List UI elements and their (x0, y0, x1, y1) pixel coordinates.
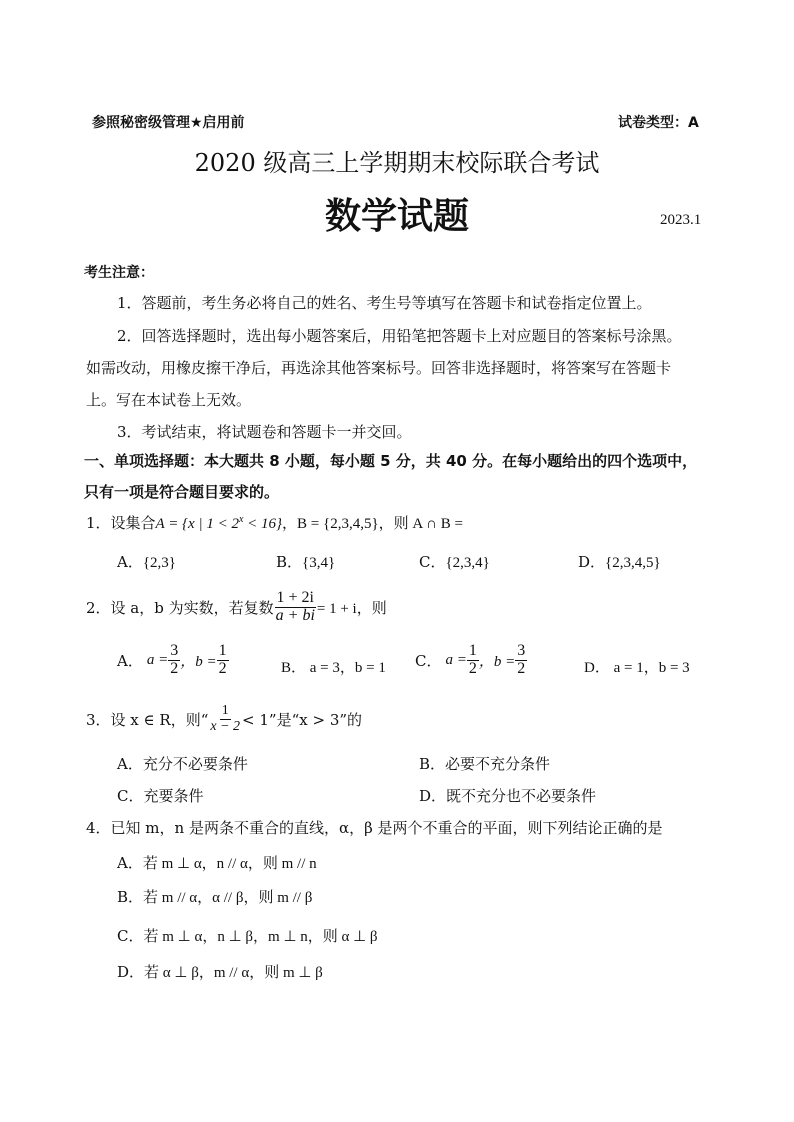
option-text: {2,3,4} (445, 555, 490, 571)
question-4-stem: 4．已知 m，n 是两条不重合的直线，α，β 是两个不重合的平面，则下列结论正确的是 (86, 819, 663, 837)
fraction-numerator: 1 (468, 642, 477, 659)
option-label: C． (117, 787, 144, 805)
question-2-prefix: 2．设 a，b 为实数，若复数 (86, 598, 274, 617)
option-text: 若 α ⊥ β，m // α，则 m ⊥ β (144, 965, 323, 981)
q4-option-b[interactable] (117, 886, 312, 907)
notice-item-1: 1．答题前，考生务必将自己的姓名、考生号等填写在答题卡和试卷指定位置上。 (117, 294, 652, 312)
option-label: D． (419, 787, 447, 805)
option-text: {2,3} (142, 555, 176, 571)
question-1-stem (86, 512, 463, 533)
option-text: 若 m // α，α // β，则 m // β (143, 890, 313, 906)
option-label: A． (117, 755, 143, 773)
q3-option-a[interactable] (117, 753, 248, 774)
option-text: 必要不充分条件 (445, 755, 551, 773)
complex-fraction (274, 590, 317, 625)
q2-option-d[interactable]: D． a = 1，b = 3 (584, 660, 690, 676)
question-2-stem (86, 590, 387, 625)
option-label: A． (117, 553, 143, 571)
set-b-expression: ，B = {2,3,4,5}，则 A ∩ B = (282, 516, 463, 532)
set-a-end: < 16} (243, 516, 283, 532)
fraction-numerator: 1 + 2i (276, 589, 314, 606)
q2-option-c[interactable] (415, 643, 527, 678)
question-2-suffix: = 1 + i，则 (316, 600, 387, 617)
q2-option-b[interactable]: B． a = 3，b = 1 (281, 660, 386, 676)
option-text: 充分不必要条件 (142, 755, 248, 773)
option-text: {2,3,4,5} (605, 555, 661, 571)
fraction-denominator: 2 (468, 659, 477, 677)
section-heading-line-1: 一、单项选择题：本大题共 8 小题，每小题 5 分，共 40 分。在每小题给出的四个选项中， (84, 452, 698, 470)
fraction-denominator: a + bi (275, 606, 315, 624)
q3-option-b[interactable] (419, 753, 550, 774)
option-label: A． (117, 651, 143, 670)
q3-option-c[interactable] (117, 785, 204, 806)
fraction-denominator: 2 (218, 659, 227, 677)
fraction-denominator: 2 (170, 659, 179, 677)
option-text: {3,4} (302, 555, 336, 571)
q4-option-c[interactable] (117, 925, 378, 946)
fraction-denominator: 2 (517, 659, 526, 677)
q1-option-d[interactable] (578, 551, 661, 572)
subject-title: 数学试题 (324, 196, 469, 237)
notice-item-3: 3．考试结束，将试题卷和答题卡一并交回。 (117, 423, 412, 441)
question-3-suffix: < 1”是“x > 3”的 (242, 710, 363, 729)
fraction (208, 704, 242, 734)
option-text: 若 m ⊥ α，n ⊥ β，m ⊥ n，则 α ⊥ β (143, 929, 378, 945)
notice-title: 考生注意： (84, 265, 154, 281)
option-label: D． (578, 553, 606, 571)
exam-title: 2020 级高三上学期期末校际联合考试 (194, 149, 600, 177)
fraction (515, 643, 527, 678)
section-heading-line-2: 只有一项是符合题目要求的。 (84, 483, 280, 501)
option-label: B． (117, 888, 144, 906)
option-label: C． (117, 927, 144, 945)
fraction (467, 643, 479, 678)
q4-option-a[interactable] (117, 852, 317, 873)
option-text: ，b = (180, 653, 217, 670)
q3-option-d[interactable] (419, 785, 596, 806)
option-text: a = (146, 651, 169, 668)
option-label: B． (419, 755, 446, 773)
question-1-prefix: 1．设集合 (86, 514, 156, 532)
option-label: B． (276, 553, 303, 571)
fraction-numerator: 1 (218, 642, 227, 659)
option-label: A． (117, 854, 143, 872)
option-label: C． (419, 553, 446, 571)
option-text: 若 m ⊥ α，n // α，则 m // n (142, 856, 317, 872)
q2-option-a[interactable] (117, 643, 229, 678)
fraction-denominator: x − 2 (210, 718, 241, 734)
exam-date: 2023.1 (660, 212, 702, 228)
q4-option-d[interactable] (117, 961, 323, 982)
option-label: D． (117, 963, 145, 981)
notice-item-2-line-2: 如需改动，用橡皮擦干净后，再选涂其他答案标号。回答非选择题时，将答案写在答题卡 (86, 359, 672, 377)
fraction (217, 643, 229, 678)
question-3-stem (86, 704, 362, 734)
q1-option-b[interactable] (276, 551, 335, 572)
option-text: 充要条件 (143, 787, 204, 805)
fraction-numerator: 1 (221, 703, 229, 718)
option-text: ，b = (478, 653, 516, 670)
q1-option-a[interactable] (117, 551, 176, 572)
option-text: 既不充分也不必要条件 (446, 787, 597, 805)
fraction (168, 643, 180, 678)
question-3-prefix: 3．设 x ∈ R，则“ (86, 710, 209, 729)
option-text: a = (445, 651, 467, 668)
fraction-numerator: 3 (517, 642, 526, 659)
set-a-expression: A = {x | 1 < 2 (155, 516, 239, 532)
notice-item-2-line-1: 2．回答选择题时，选出每小题答案后，用铅笔把答题卡上对应题目的答案标号涂黑。 (117, 327, 682, 345)
set-a-exponent: x (238, 514, 244, 525)
notice-item-2-line-3: 上。写在本试卷上无效。 (86, 391, 252, 409)
classification-label: 参照秘密级管理★启用前 (92, 115, 245, 131)
q1-option-c[interactable] (419, 551, 490, 572)
option-label: C． (415, 651, 442, 670)
fraction-numerator: 3 (170, 642, 179, 659)
exam-type-label: 试卷类型：A (618, 115, 699, 131)
